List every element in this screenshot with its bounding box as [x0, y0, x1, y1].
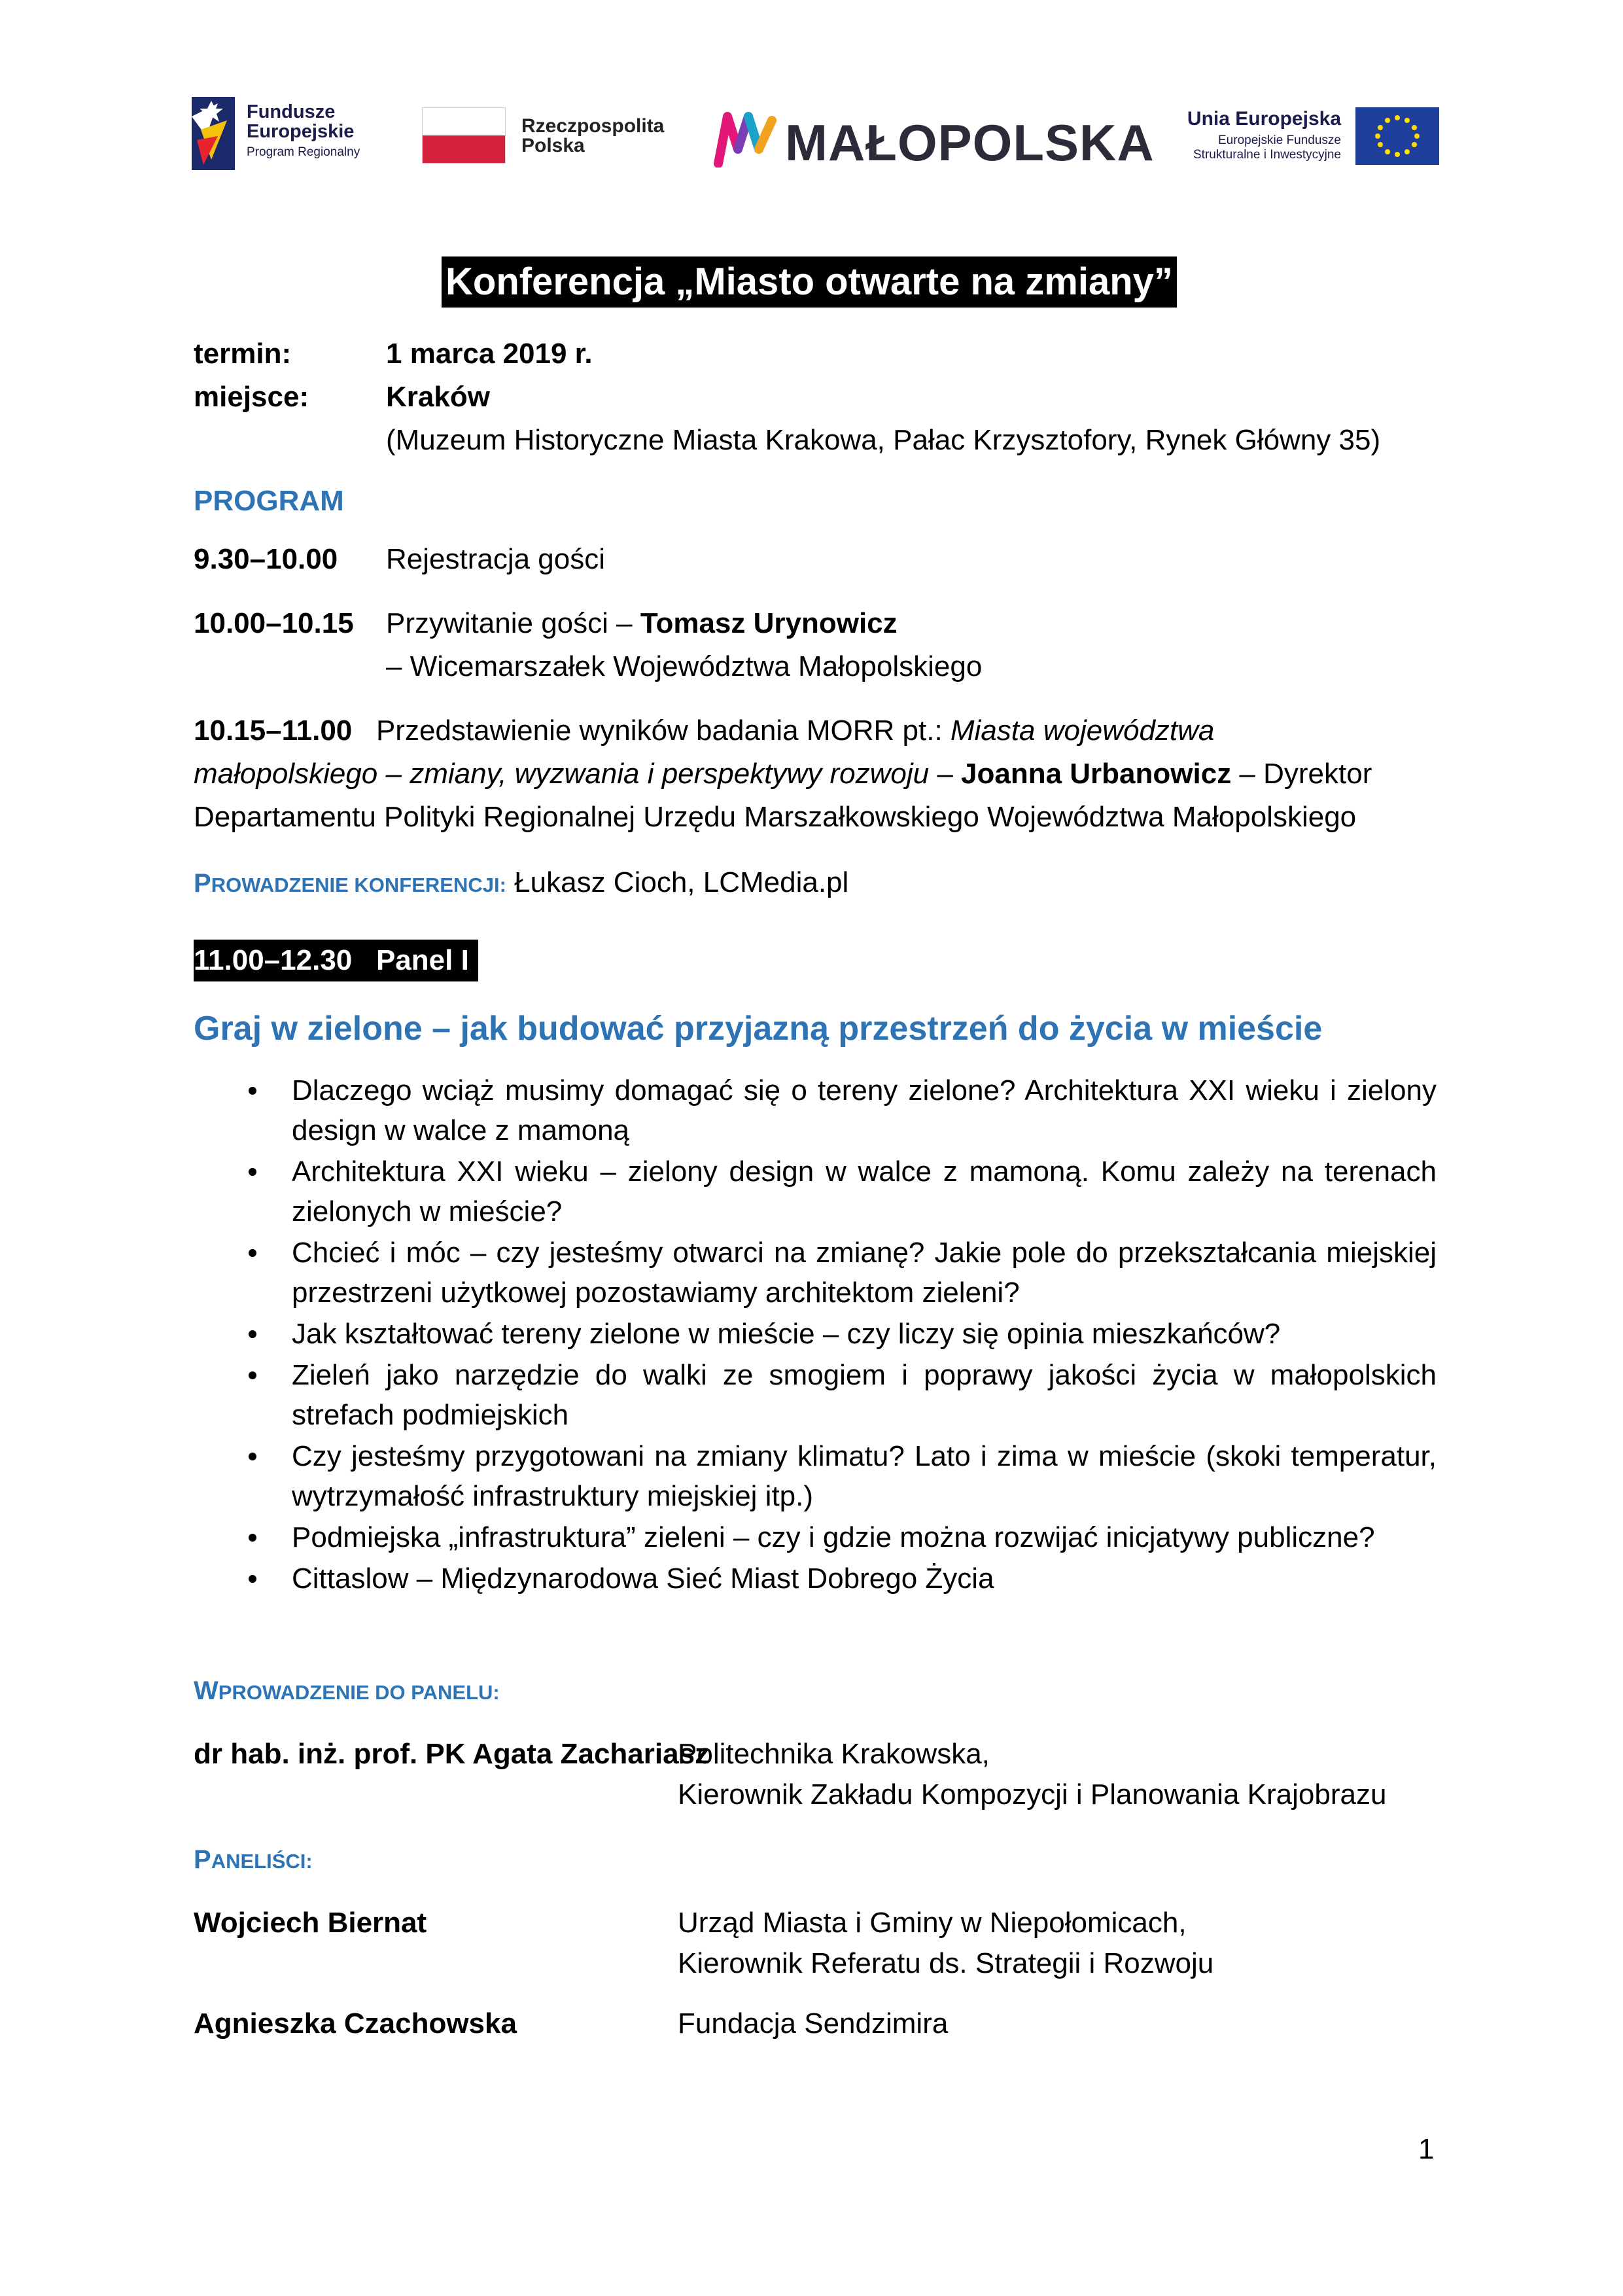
- schedule-line3-3: Departamentu Polityki Regionalnej Urzędu Marszałkowskiego Województwa Małopolskiego: [194, 801, 1357, 833]
- logo-rzeczpospolita-polska: [422, 107, 671, 166]
- bullet-icon: [249, 1330, 256, 1338]
- schedule-time-2: 10.00–10.15: [194, 607, 354, 639]
- list-item: [194, 1233, 1437, 1313]
- bullet-text-7: Podmiejska „infrastruktura” zieleni – czy i gdzie można rozwijać inicjatywy publiczne?: [292, 1521, 1375, 1553]
- miejsce-detail: (Muzeum Historyczne Miasta Krakowa, Pałac Krzysztofory, Rynek Główny 35): [386, 424, 1381, 456]
- schedule-time-3: 10.15–11.00: [194, 715, 353, 747]
- miejsce-label: miejsce:: [194, 381, 309, 413]
- schedule-time-1: 9.30–10.00: [194, 543, 338, 575]
- list-item: [194, 1436, 1437, 1516]
- page-number: 1: [1418, 2133, 1435, 2165]
- panel-time-bar: [194, 940, 478, 981]
- schedule-item-3-line1: [194, 709, 1214, 752]
- fe-line3: Program Regionalny: [247, 145, 360, 159]
- panelist-name-1: Wojciech Biernat: [194, 1907, 427, 1939]
- bullet-icon: [249, 1249, 256, 1257]
- fe-line2: Europejskie: [247, 121, 355, 142]
- list-item: [194, 1517, 1437, 1557]
- bullet-text-4: Jak kształtować tereny zielone w mieście – czy liczy się opinia mieszkańców?: [292, 1318, 1281, 1350]
- schedule-text-1: Rejestracja gości: [386, 543, 606, 575]
- intro-aff2: Kierownik Zakładu Kompozycji i Planowania Krajobrazu: [678, 1778, 1387, 1810]
- bullet-text-1: Dlaczego wciąż musimy domagać się o tereny zielone? Architektura XXI wieku i zielony design w walce z mamoną: [292, 1074, 1437, 1146]
- bullet-icon: [249, 1371, 256, 1379]
- intro-person: dr hab. inż. prof. PK Agata Zachariasz: [194, 1738, 710, 1770]
- bullet-text-2: Architektura XXI wieku – zielony design w walce z mamoną. Komu zależy na terenach zielonych w mieście?: [292, 1156, 1437, 1227]
- panel-heading: Graj w zielone – jak budować przyjazną przestrzeń do życia w mieście: [194, 1010, 1323, 1048]
- moderator-line: [194, 861, 848, 907]
- panelist-aff1-2: Fundacja Sendzimira: [678, 2007, 949, 2040]
- rp-line1: Rzeczpospolita: [521, 115, 665, 137]
- schedule-speaker-2: Tomasz Urynowicz: [640, 607, 898, 639]
- panelists-label-cap: P: [194, 1845, 211, 1874]
- ue-line3: Strukturalne i Inwestycyjne: [1193, 148, 1341, 162]
- schedule-dash-3: –: [929, 758, 962, 790]
- list-item: [194, 1152, 1437, 1231]
- panel-time: 11.00–12.30: [194, 944, 353, 976]
- ue-line2: Europejskie Fundusze: [1218, 133, 1341, 147]
- panelist-aff2-1: Kierownik Referatu ds. Strategii i Rozwoju: [678, 1947, 1214, 1979]
- schedule-text-3: Przedstawienie wyników badania MORR pt.:: [375, 715, 951, 747]
- schedule-text-2: Przywitanie gości –: [386, 607, 640, 639]
- list-item: [194, 1559, 1437, 1598]
- schedule-italic-3a: Miasta województwa: [950, 715, 1215, 747]
- eu-flag-icon: [1355, 107, 1439, 165]
- logo-malopolska: [713, 105, 1155, 171]
- rp-line2: Polska: [521, 135, 585, 156]
- bullet-icon: [249, 1534, 256, 1542]
- schedule-speaker-3: Joanna Urbanowicz: [961, 758, 1232, 790]
- fundusze-europejskie-icon: [192, 97, 235, 170]
- intro-label: [194, 1669, 500, 1714]
- list-item: [194, 1314, 1437, 1354]
- moderator-label-cap: P: [194, 869, 211, 898]
- polish-flag-icon: [422, 107, 506, 164]
- bullet-icon: [249, 1575, 256, 1583]
- bullet-text-8: Cittaslow – Międzynarodowa Sieć Miast Dobrego Życia: [292, 1563, 994, 1595]
- panel-name: Panel I: [375, 944, 469, 976]
- bullet-icon: [249, 1453, 256, 1460]
- panelists-label: [194, 1837, 313, 1883]
- termin-value: 1 marca 2019 r.: [386, 338, 593, 370]
- panel-topic-list: [194, 1070, 1437, 1598]
- program-heading: PROGRAM: [194, 485, 344, 517]
- panelists-label-rest: ANELIŚCI:: [211, 1850, 313, 1873]
- intro-label-rest: PROWADZENIE DO PANELU:: [218, 1681, 500, 1704]
- panelist-name-2: Agnieszka Czachowska: [194, 2007, 517, 2040]
- fe-line1: Fundusze: [247, 101, 336, 122]
- panelist-aff1-1: Urząd Miasta i Gminy w Niepołomicach,: [678, 1907, 1187, 1939]
- bullet-text-5: Zieleń jako narzędzie do walki ze smogiem i poprawy jakości życia w małopolskich strefach podmiejskich: [292, 1359, 1437, 1431]
- intro-label-cap: W: [194, 1676, 218, 1705]
- logo-unia-europejska: [1171, 105, 1439, 170]
- bullet-icon: [249, 1168, 256, 1176]
- page-title: Konferencja „Miasto otwarte na zmiany”: [442, 256, 1177, 308]
- schedule-item-2: [386, 602, 898, 645]
- intro-aff1: Politechnika Krakowska,: [678, 1738, 990, 1770]
- list-item: [194, 1355, 1437, 1435]
- bullet-text-6: Czy jesteśmy przygotowani na zmiany klimatu? Lato i zima w mieście (skoki temperatur, wytrzymałość infrastruktury miejskiej itp.): [292, 1440, 1437, 1512]
- termin-label: termin:: [194, 338, 292, 370]
- ue-line1: Unia Europejska: [1187, 108, 1341, 130]
- miejsce-value: Kraków: [386, 381, 490, 413]
- schedule-italic-3b: małopolskiego – zmiany, wyzwania i perspektywy rozwoju: [194, 758, 930, 790]
- logo-fundusze-europejskie: [192, 97, 368, 170]
- malopolska-m-icon: [713, 107, 778, 168]
- schedule-line2-2: – Wicemarszałek Województwa Małopolskiego: [386, 650, 983, 682]
- schedule-after-3: – Dyrektor: [1231, 758, 1372, 790]
- bullet-text-3: Chcieć i móc – czy jesteśmy otwarci na zmianę? Jakie pole do przekształcania miejskiej przestrzeni użytkowej pozostawiamy architektom zieleni?: [292, 1237, 1437, 1309]
- list-item: [194, 1070, 1437, 1150]
- moderator-value: Łukasz Cioch, LCMedia.pl: [514, 866, 849, 898]
- schedule-item-3-line2: [194, 752, 1372, 796]
- bullet-icon: [249, 1087, 256, 1095]
- moderator-label-rest: ROWADZENIE KONFERENCJI:: [211, 874, 506, 896]
- malopolska-name: MAŁOPOLSKA: [785, 114, 1155, 171]
